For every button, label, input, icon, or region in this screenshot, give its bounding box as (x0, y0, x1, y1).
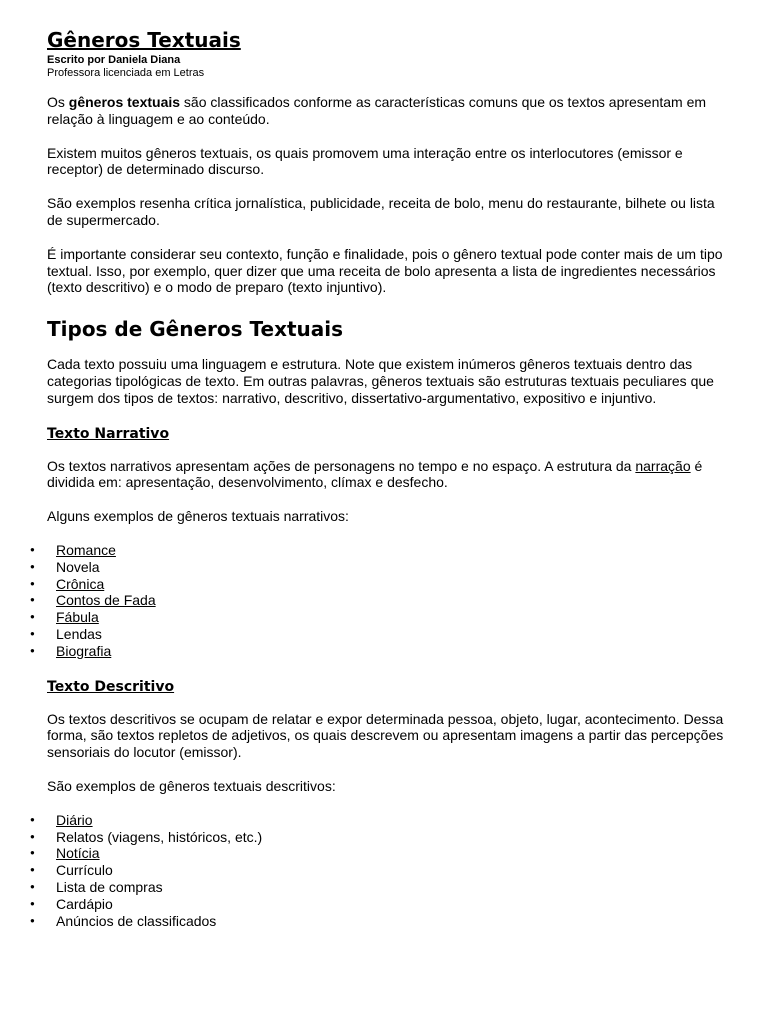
intro-paragraph-2: Existem muitos gêneros textuais, os quais promovem uma interação entre os interlocutores (emissor e receptor) de determinado discurso. (47, 144, 683, 178)
bullet-icon: ● (30, 595, 35, 605)
list-item[interactable] (30, 592, 727, 609)
bullet-icon: ● (30, 848, 35, 858)
list-item-label: Lista de compras (56, 878, 163, 895)
descritivo-examples-list (30, 812, 727, 930)
list-item-label: Relatos (viagens, históricos, etc.) (56, 828, 263, 845)
list-item[interactable] (30, 812, 727, 829)
bullet-icon: ● (30, 898, 35, 908)
descritivo-examples-intro: São exemplos de gêneros textuais descritivos: (47, 777, 336, 794)
bullet-icon: ● (30, 865, 35, 875)
list-item-label: Anúncios de classificados (56, 912, 217, 929)
intro-paragraph-4: É importante considerar seu contexto, função e finalidade, pois o gênero textual pode conter mais de um tipo textual. Isso, por exemplo, quer dizer que uma receita de bolo apresenta a lista de ingredientes necessários (texto descritivo) e o modo de preparo (texto injuntivo). (47, 245, 723, 296)
list-item[interactable] (30, 845, 727, 862)
bullet-icon: ● (30, 544, 35, 554)
bullet-icon: ● (30, 561, 35, 571)
bullet-icon: ● (30, 831, 35, 841)
bullet-icon: ● (30, 881, 35, 891)
bullet-icon: ● (30, 578, 35, 588)
list-item-label: Lendas (56, 625, 102, 642)
list-item-link[interactable]: Crônica (56, 575, 105, 592)
article-title: Gêneros Textuais (47, 28, 241, 52)
author-line: Escrito por Daniela Diana (47, 54, 181, 66)
bullet-icon: ● (30, 612, 35, 622)
narrativo-examples-list (30, 542, 727, 660)
intro-text: são classificados conforme as características comuns que os textos apresentam em relação à linguagem e ao conteúdo. (47, 94, 707, 127)
subheading-narrativo: Texto Narrativo (47, 425, 170, 442)
descritivo-paragraph: Os textos descritivos se ocupam de relatar e expor determinada pessoa, objeto, lugar, acontecimento. Dessa forma, são textos repletos de adjetivos, os quais descrevem ou apresentam imagens a partir das percepções sensoriais do locutor (emissor). (47, 710, 724, 761)
list-item-link[interactable]: Fábula (56, 609, 99, 626)
list-item (30, 862, 727, 879)
list-item-label: Currículo (56, 862, 113, 879)
bullet-icon: ● (30, 628, 35, 638)
list-item-link[interactable]: Biografia (56, 642, 112, 659)
section-heading-tipos: Tipos de Gêneros Textuais (47, 317, 344, 342)
list-item (30, 829, 727, 846)
narrativo-paragraph (47, 458, 727, 492)
intro-text: Os (47, 94, 69, 110)
list-item-link[interactable]: Notícia (56, 845, 100, 862)
list-item (30, 896, 727, 913)
subheading-descritivo: Texto Descritivo (47, 678, 175, 695)
intro-paragraph-1 (47, 94, 727, 128)
bullet-icon: ● (30, 814, 35, 824)
narrativo-examples-intro: Alguns exemplos de gêneros textuais narrativos: (47, 508, 349, 525)
intro-paragraph-3: São exemplos resenha crítica jornalística, publicidade, receita de bolo, menu do restaurante, bilhete ou lista de supermercado. (47, 195, 715, 228)
list-item (30, 879, 727, 896)
bullet-icon: ● (30, 915, 35, 925)
list-item[interactable] (30, 576, 727, 593)
list-item-label: Cardápio (56, 895, 113, 912)
list-item-link[interactable]: Romance (56, 541, 116, 558)
tipos-paragraph: Cada texto possuiu uma linguagem e estrutura. Note que existem inúmeros gêneros textuais dentro das categorias tipológicas de texto. Em outras palavras, gêneros textuais são estruturas textuais peculiares que surgem dos tipos de textos: narrativo, descritivo, dissertativo-argumentativo, expositivo e injuntivo. (47, 356, 714, 406)
narracao-link[interactable]: narração (635, 457, 691, 474)
list-item[interactable] (30, 643, 727, 660)
author-credential: Professora licenciada em Letras (47, 67, 205, 79)
bullet-icon: ● (30, 645, 35, 655)
list-item-link[interactable]: Contos de Fada (56, 592, 156, 609)
list-item-link[interactable]: Diário (56, 811, 93, 828)
list-item[interactable] (30, 609, 727, 626)
list-item (30, 626, 727, 643)
document-page (30, 26, 727, 929)
list-item (30, 559, 727, 576)
list-item-label: Novela (56, 558, 100, 575)
bold-term: gêneros textuais (68, 94, 181, 110)
narrativo-text: é dividida em: apresentação, desenvolvimento, clímax e desfecho. (47, 457, 703, 491)
list-item[interactable] (30, 542, 727, 559)
narrativo-text: Os textos narrativos apresentam ações de personagens no tempo e no espaço. A estrutura da (47, 457, 636, 474)
list-item (30, 913, 727, 930)
